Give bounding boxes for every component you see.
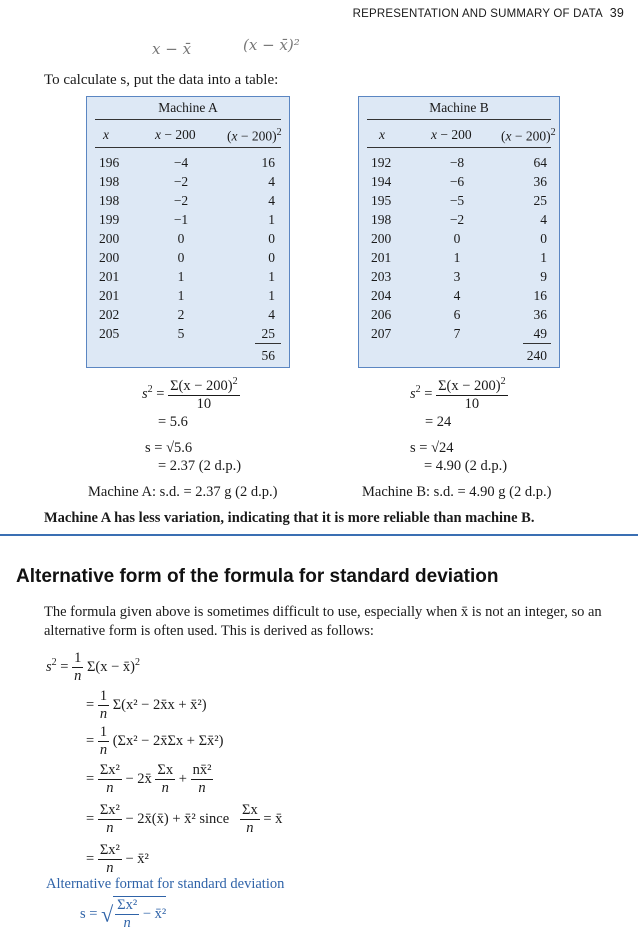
running-title: REPRESENTATION AND SUMMARY OF DATA	[352, 8, 603, 20]
section-paragraph: The formula given above is sometimes difficult to use, especially when x̄ is not an integer, so an alternative form is often used. This is derived as follows:	[44, 604, 602, 639]
cell-deviation: 1	[177, 288, 185, 303]
running-header	[353, 6, 624, 20]
col-header-x: x	[103, 127, 109, 142]
col-header-squared: $(x - 200)^2$	[227, 127, 282, 144]
intro-text: To calculate s, put the data into a table:	[44, 72, 279, 88]
table-rule	[95, 119, 281, 120]
derivation-line-4: = $\frac{\text{Σx²}}{n}$ − 2x̄ $\frac{\Sigma x}{n}$ + $\frac{\text{nx̄²}}{n}$	[86, 762, 212, 796]
cell-deviation: 4	[453, 288, 461, 303]
cell-deviation: 6	[453, 307, 461, 322]
calc-a-s-line: s = √5.6	[145, 440, 193, 456]
cell-deviation: 0	[177, 231, 185, 246]
cell-x: 200	[371, 231, 392, 246]
cell-x: 196	[99, 155, 120, 170]
cell-squared: 4	[268, 193, 275, 208]
cell-squared: 49	[533, 326, 547, 341]
col-header-x: x	[379, 127, 385, 142]
cell-squared: 25	[533, 193, 547, 208]
alternative-format-label: Alternative format for standard deviation	[46, 876, 285, 892]
calc-a-s-value: = 2.37 (2 d.p.)	[158, 458, 242, 474]
cell-deviation: −2	[449, 212, 465, 227]
cell-x: 198	[371, 212, 392, 227]
cell-squared: 64	[533, 155, 547, 170]
cell-x: 195	[371, 193, 392, 208]
cell-x: 203	[371, 269, 392, 284]
cell-x: 198	[99, 193, 120, 208]
total-rule	[255, 343, 281, 344]
cell-deviation: −4	[173, 155, 189, 170]
cell-deviation: 2	[177, 307, 185, 322]
cell-squared: 36	[533, 307, 547, 322]
col-header-deviation: x − 200	[155, 127, 196, 142]
machine-b-title: Machine B	[429, 100, 489, 115]
calc-a-variance: $s^2$ = $\frac{\Sigma(x - 200)^2}{10}$	[142, 376, 238, 412]
cell-squared: 0	[540, 231, 547, 246]
total-rule	[523, 343, 551, 344]
cell-squared: 16	[261, 155, 275, 170]
cell-x: 207	[371, 326, 392, 341]
machine-a-table	[86, 96, 290, 368]
cell-deviation: −2	[173, 174, 189, 189]
cell-squared: 25	[261, 326, 275, 341]
cell-squared: 36	[533, 174, 547, 189]
cell-squared: 1	[268, 269, 275, 284]
cell-squared: 0	[268, 250, 275, 265]
cell-x: 201	[371, 250, 392, 265]
derivation-line-1: $s^2$ = $\frac{1}{n}$ Σ(x − x̄)$^2$	[46, 650, 140, 684]
cell-deviation: 3	[453, 269, 461, 284]
cell-squared: 4	[268, 174, 275, 189]
derivation-line-6: = $\frac{\text{Σx²}}{n}$ − x̄²	[86, 842, 149, 876]
machine-b-summary: Machine B: s.d. = 4.90 g (2 d.p.)	[362, 484, 552, 500]
table-rule	[95, 147, 281, 148]
col-header-deviation: x − 200	[431, 127, 472, 142]
cell-squared: 9	[540, 269, 547, 284]
cell-deviation: 5	[177, 326, 185, 341]
alternative-formula: s = √ $\frac{\text{Σx²}}{n}$ − x̄²	[80, 897, 167, 931]
section-heading: Alternative form of the formula for standard deviation	[16, 566, 499, 587]
cell-x: 200	[99, 250, 120, 265]
cell-squared: 4	[540, 212, 547, 227]
derivation-line-2: = $\frac{1}{n}$ Σ(x² − 2x̄x + x̄²)	[86, 688, 207, 722]
cell-squared: 1	[268, 212, 275, 227]
conclusion-text: Machine A has less variation, indicating that it is more reliable than machine B.	[44, 510, 535, 526]
handwritten-note-deviation: x − x̄	[152, 40, 192, 58]
cell-deviation: 0	[177, 250, 185, 265]
cell-deviation: −8	[449, 155, 465, 170]
calc-a-result: = 5.6	[158, 414, 188, 430]
cell-x: 194	[371, 174, 392, 189]
page-number: 39	[609, 6, 624, 20]
cell-deviation: 7	[453, 326, 461, 341]
derivation-line-3: = $\frac{1}{n}$ (Σx² − 2x̄Σx + Σx̄²)	[86, 724, 224, 758]
cell-deviation: −6	[449, 174, 465, 189]
cell-deviation: 1	[453, 250, 461, 265]
cell-x: 201	[99, 288, 120, 303]
cell-x: 205	[99, 326, 120, 341]
cell-x: 199	[99, 212, 120, 227]
cell-deviation: −1	[173, 212, 189, 227]
cell-x: 206	[371, 307, 392, 322]
calc-b-result: = 24	[425, 414, 452, 430]
cell-squared: 1	[540, 250, 547, 265]
table-rule	[367, 119, 551, 120]
handwritten-note-squared: (x − x̄)²	[243, 36, 300, 54]
cell-x: 198	[99, 174, 120, 189]
derivation-line-5: = $\frac{\text{Σx²}}{n}$ − 2x̄(x̄) + x̄² since $\frac{\Sigma x}{n}$ = x̄	[86, 802, 283, 836]
calc-b-s-value: = 4.90 (2 d.p.)	[424, 458, 508, 474]
table-rule	[367, 147, 551, 148]
cell-deviation: −2	[173, 193, 189, 208]
col-header-squared: $(x - 200)^2$	[501, 127, 556, 144]
calc-b-s-line: s = √24	[410, 440, 454, 456]
machine-a-title: Machine A	[158, 100, 218, 115]
cell-x: 202	[99, 307, 120, 322]
machine-b-table	[358, 96, 560, 368]
cell-squared: 16	[533, 288, 547, 303]
cell-deviation: 0	[453, 231, 461, 246]
cell-deviation: 1	[177, 269, 185, 284]
cell-x: 200	[99, 231, 120, 246]
machine-b-total: 240	[526, 348, 547, 363]
section-divider	[0, 534, 638, 536]
machine-a-summary: Machine A: s.d. = 2.37 g (2 d.p.)	[88, 484, 278, 500]
cell-squared: 4	[268, 307, 275, 322]
cell-x: 204	[371, 288, 392, 303]
cell-squared: 0	[268, 231, 275, 246]
cell-squared: 1	[268, 288, 275, 303]
calc-b-variance: $s^2$ = $\frac{\Sigma(x - 200)^2}{10}$	[410, 376, 506, 412]
machine-a-total: 56	[261, 348, 275, 363]
cell-x: 192	[371, 155, 392, 170]
cell-x: 201	[99, 269, 120, 284]
cell-deviation: −5	[449, 193, 465, 208]
